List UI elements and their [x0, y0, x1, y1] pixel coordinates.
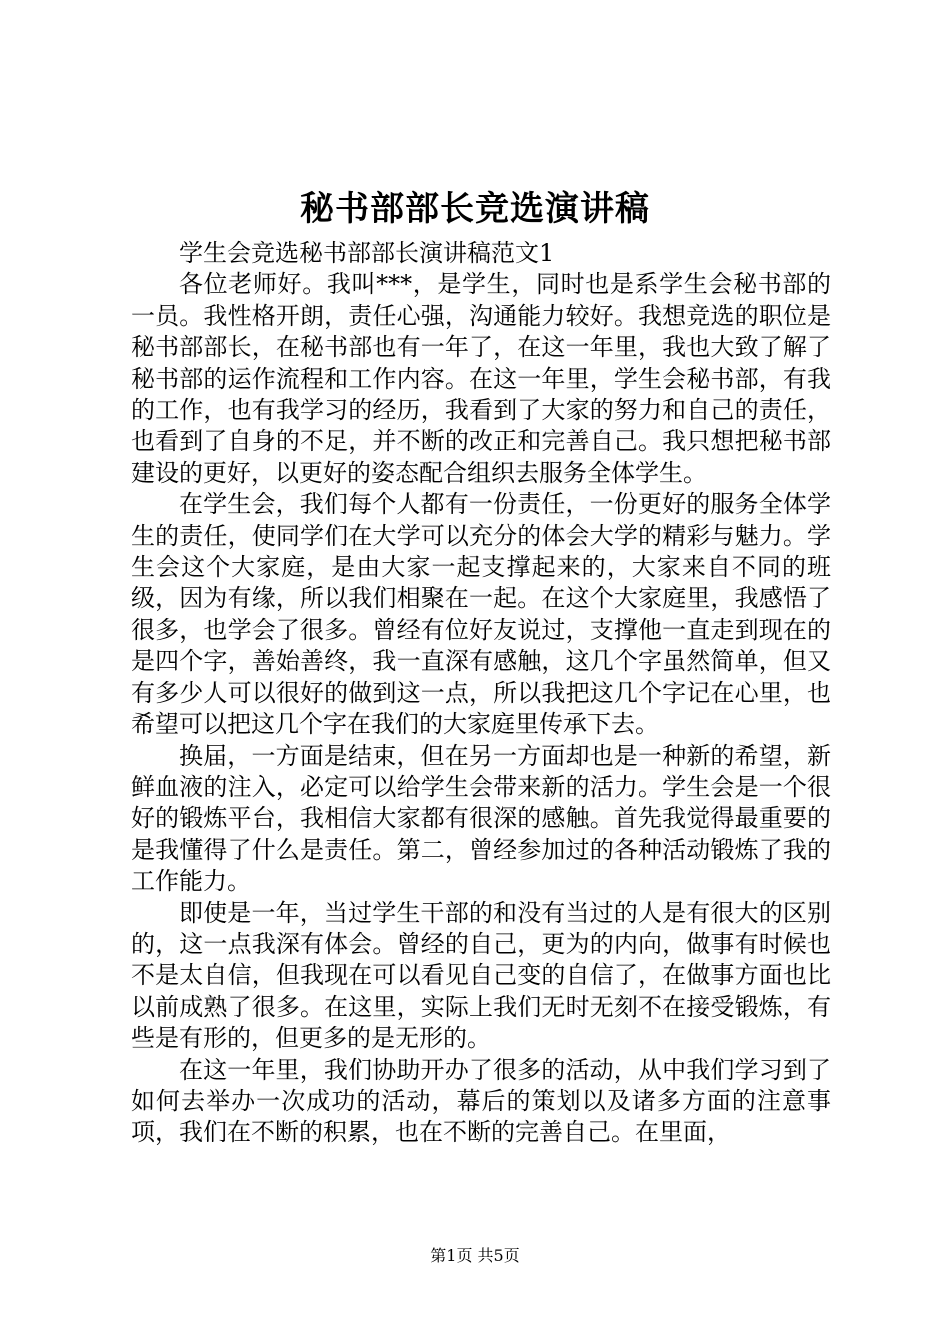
paragraph: 即使是一年，当过学生干部的和没有当过的人是有很大的区别的，这一点我深有体会。曾经的自己，更为的内向，做事有时候也不是太自信，但我现在可以看见自己变的自信了，在做事方面也比以前成熟了很多。在这里，实际上我们无时无刻不在接受锻炼，有些是有形的，但更多的是无形的。 [131, 898, 831, 1053]
document-title: 秘书部部长竞选演讲稿 [300, 189, 650, 229]
paragraph: 换届，一方面是结束，但在另一方面却也是一种新的希望，新鲜血液的注入，必定可以给学生会带来新的活力。学生会是一个很好的锻炼平台，我相信大家都有很深的感触。首先我觉得最重要的是我懂得了什么是责任。第二，曾经参加过的各种活动锻炼了我的工作能力。 [131, 741, 831, 896]
document-body [131, 238, 831, 1149]
paragraph: 在学生会，我们每个人都有一份责任，一份更好的服务全体学生的责任，使同学们在大学可以充分的体会大学的精彩与魅力。学生会这个大家庭，是由大家一起支撑起来的，大家来自不同的班级，因为有缘，所以我们相聚在一起。在这个大家庭里，我感悟了很多，也学会了很多。曾经有位好友说过，支撑他一直走到现在的是四个字，善始善终，我一直深有感触，这几个字虽然简单，但又有多少人可以很好的做到这一点，所以我把这几个字记在心里，也希望可以把这几个字在我们的大家庭里传承下去。 [131, 490, 831, 739]
paragraph: 各位老师好。我叫***，是学生，同时也是系学生会秘书部的一员。我性格开朗，责任心强，沟通能力较好。我想竞选的职位是秘书部部长，在秘书部也有一年了，在这一年里，我也大致了解了秘书部的运作流程和工作内容。在这一年里，学生会秘书部，有我的工作，也有我学习的经历，我看到了大家的努力和自己的责任，也看到了自身的不足，并不断的改正和完善自己。我只想把秘书部建设的更好，以更好的姿态配合组织去服务全体学生。 [131, 270, 831, 487]
paragraph: 在这一年里，我们协助开办了很多的活动，从中我们学习到了如何去举办一次成功的活动，幕后的策划以及诸多方面的注意事项，我们在不断的积累，也在不断的完善自己。在里面， [131, 1055, 831, 1147]
page-footer: 第1页 共5页 [430, 1246, 520, 1265]
paragraph-subtitle: 学生会竞选秘书部部长演讲稿范文1 [179, 239, 555, 267]
